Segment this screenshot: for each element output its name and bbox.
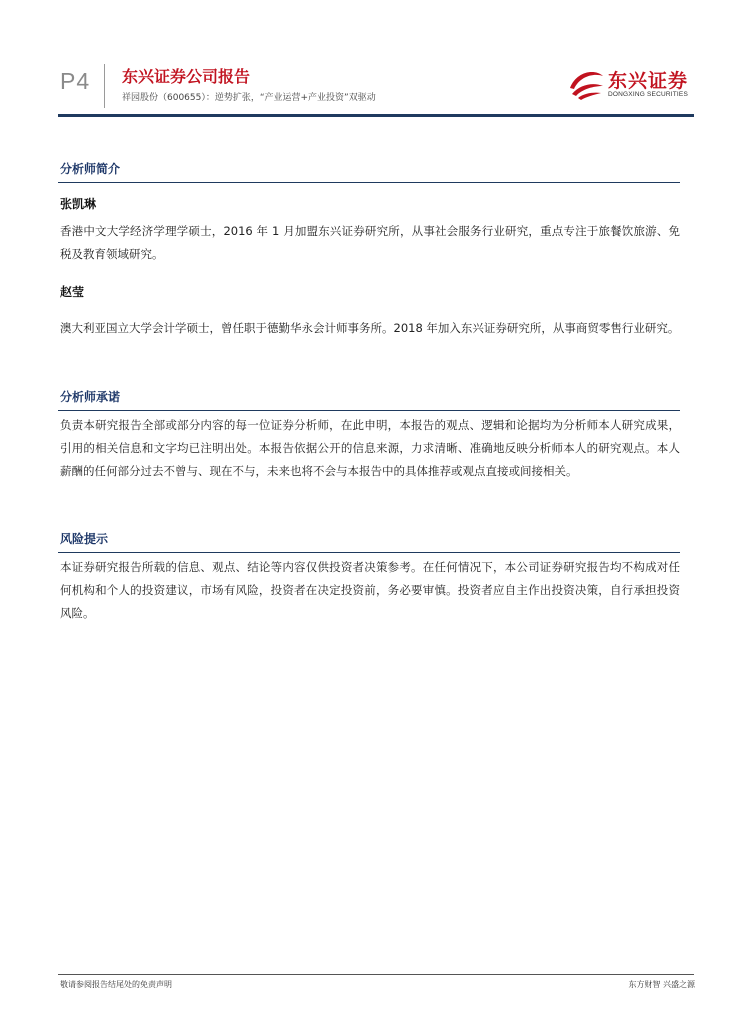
analyst-2-bio-block <box>58 317 680 340</box>
analyst-bio: 澳大利亚国立大学会计学硕士，曾任职于德勤华永会计师事务所。2018 年加入东兴证券研究所，从事商贸零售行业研究。 <box>60 321 680 335</box>
logo-text-en: DONGXING SECURITIES <box>608 91 689 98</box>
report-title: 东兴证券公司报告 <box>122 67 251 86</box>
page-number: P4 <box>60 68 91 94</box>
analyst-name: 赵莹 <box>60 285 85 299</box>
analyst-1 <box>58 195 680 212</box>
footer-disclaimer-note: 敬请参阅报告结尾处的免责声明 <box>60 980 172 989</box>
logo-text-cn: 东兴证券 <box>608 70 689 92</box>
section-title-risk-notice: 风险提示 <box>58 530 680 553</box>
analyst-bio: 香港中文大学经济学理学硕士，2016 年 1 月加盟东兴证券研究所，从事社会服务行业研究，重点专注于旅餐饮旅游、免税及教育领域研究。 <box>60 224 680 261</box>
company-logo <box>566 62 706 106</box>
footer-slogan: 东方财智 兴盛之源 <box>628 980 695 989</box>
analyst-1-bio-block <box>58 220 680 266</box>
risk-notice-body <box>58 556 680 625</box>
analyst-pledge-body <box>58 414 680 483</box>
analyst-intro-section <box>58 160 680 183</box>
risk-notice-section <box>58 530 680 553</box>
section-title-analyst-intro: 分析师简介 <box>58 160 680 183</box>
section-title-analyst-pledge: 分析师承诺 <box>58 388 680 411</box>
footer-rule <box>58 974 694 975</box>
analyst-pledge-text: 负责本研究报告全部或部分内容的每一位证券分析师，在此申明，本报告的观点、逻辑和论据均为分析师本人研究成果，引用的相关信息和文字均已注明出处。本报告依据公开的信息来源，力求清晰、准确地反映分析师本人的研究观点。本人薪酬的任何部分过去不曾与、现在不与，未来也将不会与本报告中的具体推荐或观点直接或间接相关。 <box>60 418 680 478</box>
header-divider <box>104 64 105 108</box>
analyst-2 <box>58 283 680 300</box>
logo-mark-icon <box>566 62 606 102</box>
risk-notice-text: 本证券研究报告所载的信息、观点、结论等内容仅供投资者决策参考。在任何情况下，本公司证券研究报告均不构成对任何机构和个人的投资建议，市场有风险，投资者在决定投资前，务必要审慎。投资者应自主作出投资决策，自行承担投资风险。 <box>60 560 680 620</box>
analyst-pledge-section <box>58 388 680 411</box>
analyst-name: 张凯琳 <box>60 197 97 211</box>
report-subtitle: 祥园股份（600655）：逆势扩张，“产业运营+产业投资”双驱动 <box>122 93 376 103</box>
header-rule <box>58 114 694 117</box>
